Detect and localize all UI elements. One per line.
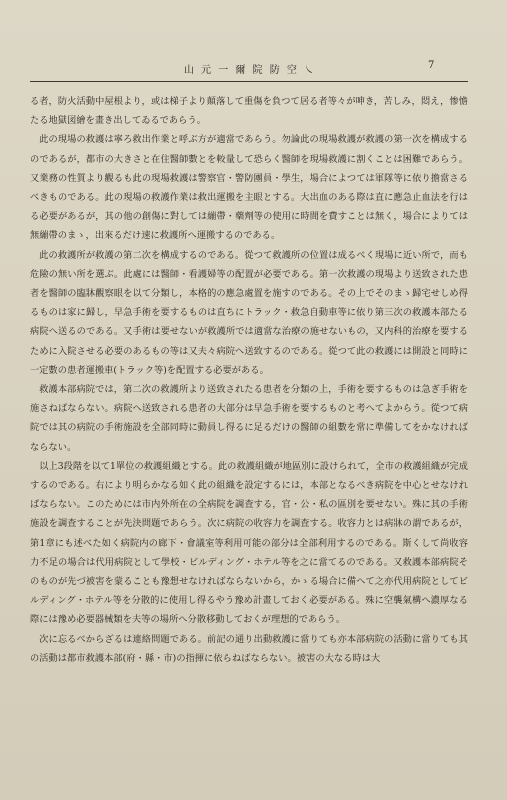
page-number: 7 — [428, 60, 435, 71]
document-body — [30, 92, 468, 772]
page-header — [0, 0, 507, 92]
header-rule — [30, 81, 468, 82]
paragraph-aid-station: 此の救護所が救護の第二次を構成するのである。從つて救護所の位置は成るべく現場に近い所で，而も危險の無い所を選ぶ。此處には醫師・看護婦等の配置が必要である。第一次救護の現場より送致された患者を醫師の臨牀觀察眼を以て分類し，本格的の應急處置を施すのである。その上でそのまゝ歸宅せしめ得るものは家に歸し，早急手術を要するものは直ちにトラック・救急自動車等に依り第三次の救護本部たる病院へ送るのである。又手術は要せないが救護所では適當な治療の施せないもの，又内科的治療を要するために入院させる必要のあるもの等は又夫々病院へ送致するのである。從つて此の救護には開設と同時に一定數の患者運搬車(トラック等)を配置する必要がある。 — [30, 249, 468, 376]
paragraph-organization: 以上3段階を以て1單位の救護組織とする。此の救護組織が地區別に設けられて，全市の救護組織が完成するのである。右により明らかなる如く此の組織を設定するには，本部となるべき病院を中心とせなければならない。このためには市内外所在の全病院を調査する，官・公・私の區別を要せない。殊に其の手術施設を調査することが先決問題であらう。次に病院の收容力を調査する。收容力とは病牀の謂であるが，第1章にも述べた如く病院内の廊下・會議室等利用可能の部分は全部利用するのである。斯くして尚收容力不足の場合は代用病院として學校・ビルディング・ホテル等を之に當てるのである。又救護本部病院そのものが先づ被害を蒙ることも豫想せなければならないから，かゝる場合に備へて之亦代用病院としてビルディング・ホテル等を分散的に使用し得るやう豫め計畫しておく必要がある。殊に空襲氣構へ濃厚なる際には豫め必要器械類を夫等の場所へ分散移動しておくが理想的であらう。 — [30, 460, 468, 626]
paragraph-field-rescue: 此の現場の救護は寧ろ救出作業と呼ぶ方が適當であらう。勿論此の現場救護が救護の第一次を構成するのであるが，都市の大きさと在住醫師數とを較量して恐らく醫師を現場救護に割くことは困難であらう。又業務の性質より觀るも此の現場救護は警察官・警防團員・學生，場合によつては軍隊等に依り擔當さるべきものである。此の現場の救護作業は救出運搬を主眼とする。大出血のある際は直に應急止血法を行はる必要があるが，其の他の創傷に對しては繃帶・藥劑等の使用に時間を費すことは無く，場合によりては無繃帶のまゝ，出來るだけ速に救護所へ運搬するのである。 — [30, 134, 468, 242]
paragraph-communication: 次に忘るべからざるは連絡問題である。前記の通り出動救護に當りても亦本部病院の活動に當りても其の活動は都市救護本部(府・縣・市)の指揮に依らねばならない。被害の大なる時は大 — [30, 633, 468, 664]
paragraph-headquarters-hospital: 救護本部病院では，第二次の救護所より送致されたる患者を分類の上，手術を要するものは急ぎ手術を施さねばならない。病院へ送致される患者の大部分は早急手術を要するものと考へてよからう。從つて病院では其の病院の手術施設を全部同時に動員し得るに足るだけの醫師の組數を常に準備してをかなければならない。 — [30, 384, 468, 453]
running-title: 山 元 一 爾 院 防 空 ㇏ — [183, 65, 317, 76]
paragraph-continuation: る者，防火活動中屋根より，或は梯子より顛落して重傷を負つて居る者等々が呻き，苦しみ，悶え，惨憺たる地獄図繪を畫き出してゐるであらう。 — [30, 96, 468, 127]
